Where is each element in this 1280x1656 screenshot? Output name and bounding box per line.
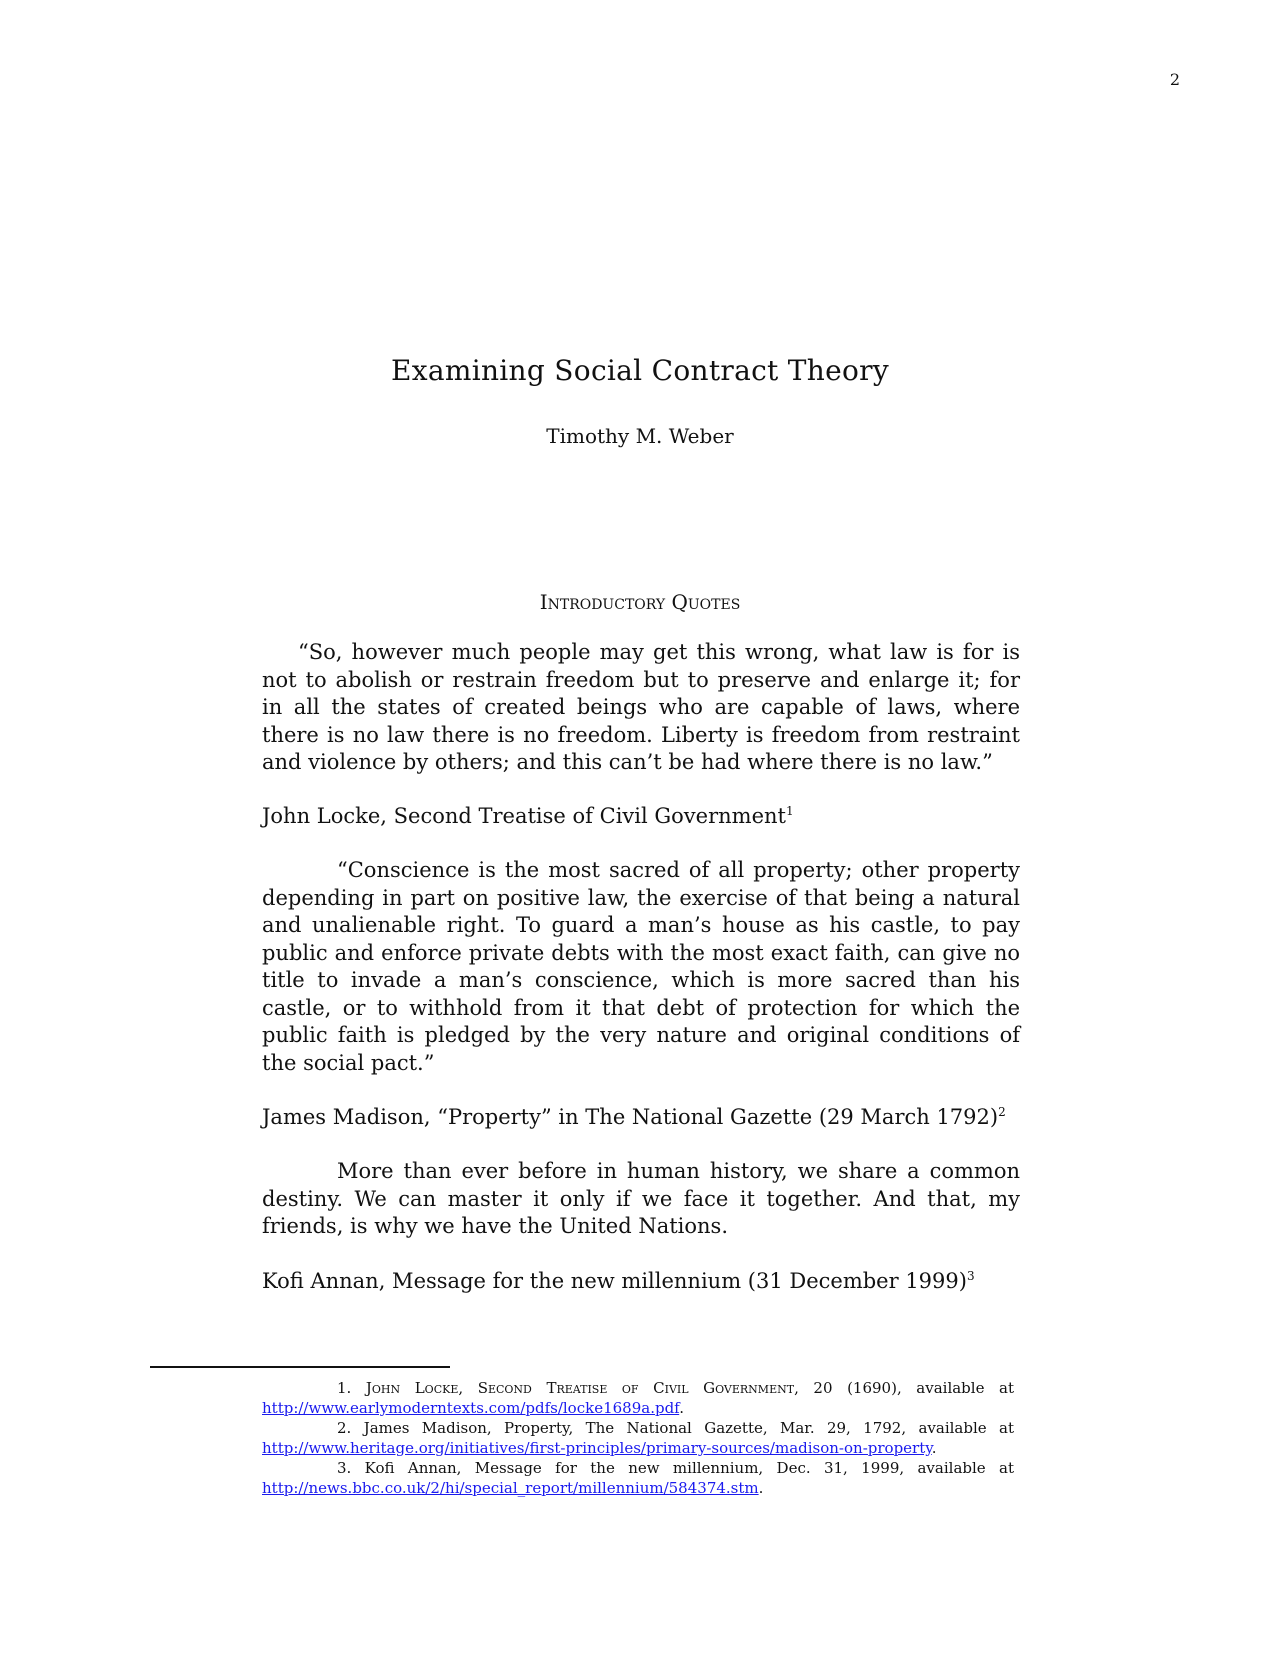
quote-attribution <box>262 1104 1020 1132</box>
attribution-text: John Locke, Second Treatise of Civil Government <box>262 804 786 828</box>
footnote-link[interactable]: http://www.earlymoderntexts.com/pdfs/locke1689a.pdf <box>262 1399 680 1417</box>
quote-attribution <box>262 1268 1020 1296</box>
footnote-source: Kofi Annan, Message for the new millennium, Dec. 31, 1999, available at <box>364 1459 1014 1477</box>
quote-block-3 <box>262 1158 1020 1241</box>
footnote-end: . <box>931 1439 937 1457</box>
attribution-text: James Madison, “Property” in The National Gazette (29 March 1792) <box>262 1105 999 1129</box>
attribution-block-1 <box>262 803 1020 831</box>
footnote-details: , 20 (1690), available at <box>794 1379 1015 1397</box>
footnote-marker[interactable]: 3 <box>966 1269 975 1283</box>
footnote-separator <box>150 1366 450 1368</box>
quote-text: “So, however much people may get this wrong, what law is for is not to abolish or restrain freedom but to preserve and enlarge it; for in all the states of created beings who are capable of laws, where there is no law there is no freedom. Liberty is freedom from restraint and violence by others; and this can’t be had where there is no law.” <box>262 640 1020 774</box>
document-title: Examining Social Contract Theory <box>391 354 889 387</box>
author-name: Timothy M. Weber <box>546 424 734 448</box>
footnote-marker[interactable]: 2 <box>998 1105 1006 1119</box>
footnote-2 <box>262 1418 1014 1458</box>
footnote-marker[interactable]: 1 <box>785 804 794 818</box>
quote-block-1 <box>262 639 1020 777</box>
quote-block-2 <box>262 857 1020 1077</box>
footnote-3 <box>262 1458 1014 1498</box>
footnotes <box>262 1378 1014 1498</box>
attribution-block-3 <box>262 1268 1020 1296</box>
attribution-text: Kofi Annan, Message for the new millennium (31 December 1999) <box>262 1269 967 1293</box>
footnote-source: James Madison, Property, The National Gazette, Mar. 29, 1792, available at <box>363 1419 1014 1437</box>
section-heading: Introductory Quotes <box>539 590 741 614</box>
footnote-link[interactable]: http://www.heritage.org/initiatives/first-principles/primary-sources/madison-on-property <box>262 1439 932 1457</box>
footnote-number: 1. <box>337 1379 352 1397</box>
quote-text: “Conscience is the most sacred of all property; other property depending in part on positive law, the exercise of that being a natural and unalienable right. To guard a man’s house as his castle, to pay public and enforce private debts with the most exact faith, can give no title to invade a man’s conscience, which is more sacred than his castle, or to withhold from it that debt of protection for which the public faith is pledged by the very nature and original conditions of the social pact.” <box>262 858 1020 1075</box>
footnote-source: John Locke, Second Treatise of Civil Government <box>365 1379 795 1397</box>
footnote-number: 2. <box>337 1419 352 1437</box>
footnote-1 <box>262 1378 1014 1418</box>
page-number: 2 <box>1169 70 1180 89</box>
footnote-number: 3. <box>337 1459 352 1477</box>
quote-attribution <box>262 803 1020 831</box>
footnote-end: . <box>758 1479 764 1497</box>
quote-text: More than ever before in human history, we share a common destiny. We can master it only if we face it together. And that, my friends, is why we have the United Nations. <box>262 1159 1020 1238</box>
footnote-link[interactable]: http://news.bbc.co.uk/2/hi/special_report/millennium/584374.stm <box>262 1479 759 1497</box>
attribution-block-2 <box>262 1104 1020 1132</box>
footnote-end: . <box>679 1399 684 1417</box>
